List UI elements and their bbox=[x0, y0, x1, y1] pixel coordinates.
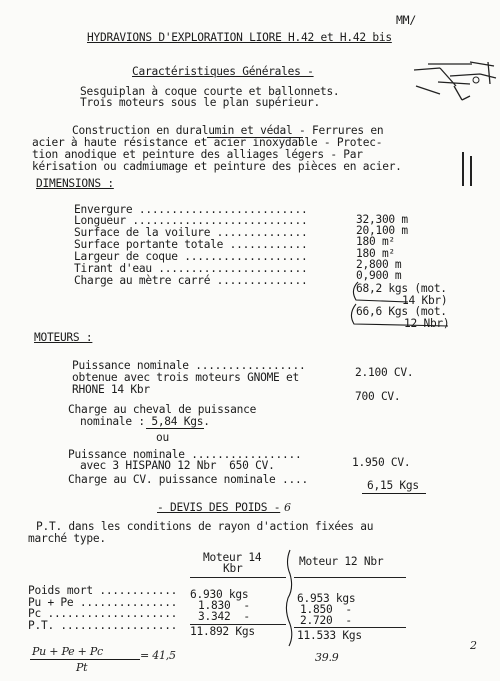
column-brace-icon bbox=[283, 548, 297, 648]
section-subtitle: Caractéristiques Générales - bbox=[132, 65, 314, 78]
moteurs-line: nominale : 5,84 Kgs. bbox=[80, 415, 210, 428]
weight-value: 3.342 - bbox=[198, 610, 250, 623]
aircraft-sketch-icon bbox=[410, 56, 500, 106]
weight-value: 2.720 - bbox=[300, 614, 352, 627]
table-rule bbox=[294, 577, 406, 578]
margin-number: 2 bbox=[470, 639, 477, 652]
dimension-value: 32,300 m bbox=[356, 213, 408, 226]
handwritten-side-result: 39.9 bbox=[315, 651, 339, 664]
weight-value: 6.953 kgs bbox=[297, 592, 356, 605]
moteurs-heading: MOTEURS : bbox=[34, 331, 93, 344]
dimension-label: Envergure .......................... bbox=[74, 203, 308, 216]
fraction-bar bbox=[30, 659, 140, 660]
moteurs-line: avec 3 HISPANO 12 Nbr 650 CV. bbox=[80, 459, 275, 472]
weight-value: 1.830 - bbox=[198, 599, 250, 612]
devis-heading: - DEVIS DES POIDS - bbox=[157, 501, 281, 514]
intro-line: Trois moteurs sous le plan supérieur. bbox=[80, 96, 320, 109]
construction-line: tion anodique et peinture des alliages légers - Par bbox=[32, 148, 363, 161]
margin-bar-mark bbox=[462, 152, 464, 186]
table-rule bbox=[190, 577, 286, 578]
weight-total: 11.533 Kgs bbox=[297, 629, 362, 642]
moteurs-line: Charge au cheval de puissance bbox=[68, 403, 257, 416]
weight-value: 6.930 kgs bbox=[190, 588, 249, 601]
weight-label: Pc .................... bbox=[28, 607, 178, 620]
reference-code: MM/ bbox=[396, 13, 417, 27]
underline-mark bbox=[146, 428, 204, 429]
dimension-label: Longueur ........................... bbox=[74, 214, 308, 227]
dimension-label: Charge au mètre carré .............. bbox=[74, 274, 308, 287]
dimension-value: 14 Kbr) bbox=[402, 294, 448, 307]
moteurs-line: RHONE 14 Kbr bbox=[72, 383, 150, 396]
dimension-label: Surface de la voilure .............. bbox=[74, 226, 308, 239]
power-value: 1.950 CV. bbox=[352, 456, 411, 469]
moteurs-line: Puissance nominale ................. bbox=[72, 359, 306, 372]
table-rule bbox=[294, 627, 406, 628]
handwritten-numerator: Pu + Pe + Pc bbox=[32, 645, 103, 658]
underline-mark bbox=[207, 137, 303, 138]
dimension-value: 180 m² bbox=[356, 247, 395, 260]
handwritten-result: = 41,5 bbox=[140, 649, 176, 662]
charge-value: 6,15 Kgs bbox=[367, 479, 419, 492]
column-header: Kbr bbox=[223, 562, 243, 575]
underline-mark bbox=[362, 493, 426, 494]
dimension-label: Largeur de coque ................... bbox=[74, 250, 308, 263]
dimension-value: 66,6 Kgs (mot. bbox=[356, 305, 447, 318]
dimension-label: Surface portante totale ............ bbox=[74, 238, 308, 251]
moteurs-line: Charge au CV. puissance nominale .... bbox=[68, 473, 308, 486]
dimension-value: 180 m² bbox=[356, 235, 395, 248]
column-header: Moteur 14 bbox=[203, 551, 262, 564]
dimension-value: 0,900 m bbox=[356, 269, 402, 282]
weight-label: Poids mort ............ bbox=[28, 584, 178, 597]
handwritten-denominator: Pt bbox=[76, 661, 88, 674]
construction-line: Construction en duralumin et védal - Ferrures en bbox=[72, 124, 384, 137]
devis-intro: P.T. dans les conditions de rayon d'action fixées au bbox=[36, 520, 374, 533]
construction-line: kérisation ou cadmiumage et peinture des pièces en acier. bbox=[32, 160, 402, 173]
dimension-label: Tirant d'eau ....................... bbox=[74, 262, 308, 275]
dimensions-heading: DIMENSIONS : bbox=[36, 177, 114, 190]
weight-label: Pu + Pe ............... bbox=[28, 596, 178, 609]
dimension-value: 12 Nbr) bbox=[404, 317, 450, 330]
intro-line: Sesquiplan à coque courte et ballonnets. bbox=[80, 85, 340, 98]
weight-total: 11.892 Kgs bbox=[190, 625, 255, 638]
dimension-value: 68,2 kgs (mot. bbox=[356, 282, 447, 295]
weight-label: P.T. .................. bbox=[28, 619, 178, 632]
moteurs-ou: ou bbox=[156, 431, 169, 444]
moteurs-line: obtenue avec trois moteurs GNOME et bbox=[72, 371, 299, 384]
margin-bar-mark bbox=[470, 156, 472, 186]
construction-line: acier à haute résistance et acier inoxydable - Protec- bbox=[32, 136, 383, 149]
devis-intro: marché type. bbox=[28, 532, 106, 545]
dimension-value: 2,800 m bbox=[356, 258, 402, 271]
dimension-value: 20,100 m bbox=[356, 224, 408, 237]
bracket-mark-icon bbox=[348, 280, 458, 332]
document-title: HYDRAVIONS D'EXPLORATION LIORE H.42 et H.42 bis bbox=[87, 31, 392, 44]
power-value: 700 CV. bbox=[355, 390, 401, 403]
moteurs-line: Puissance nominale ................. bbox=[68, 448, 302, 461]
column-header: Moteur 12 Nbr bbox=[299, 555, 384, 568]
margin-number: 6 bbox=[284, 501, 291, 514]
weight-value: 1.850 - bbox=[300, 603, 352, 616]
power-value: 2.100 CV. bbox=[355, 366, 414, 379]
